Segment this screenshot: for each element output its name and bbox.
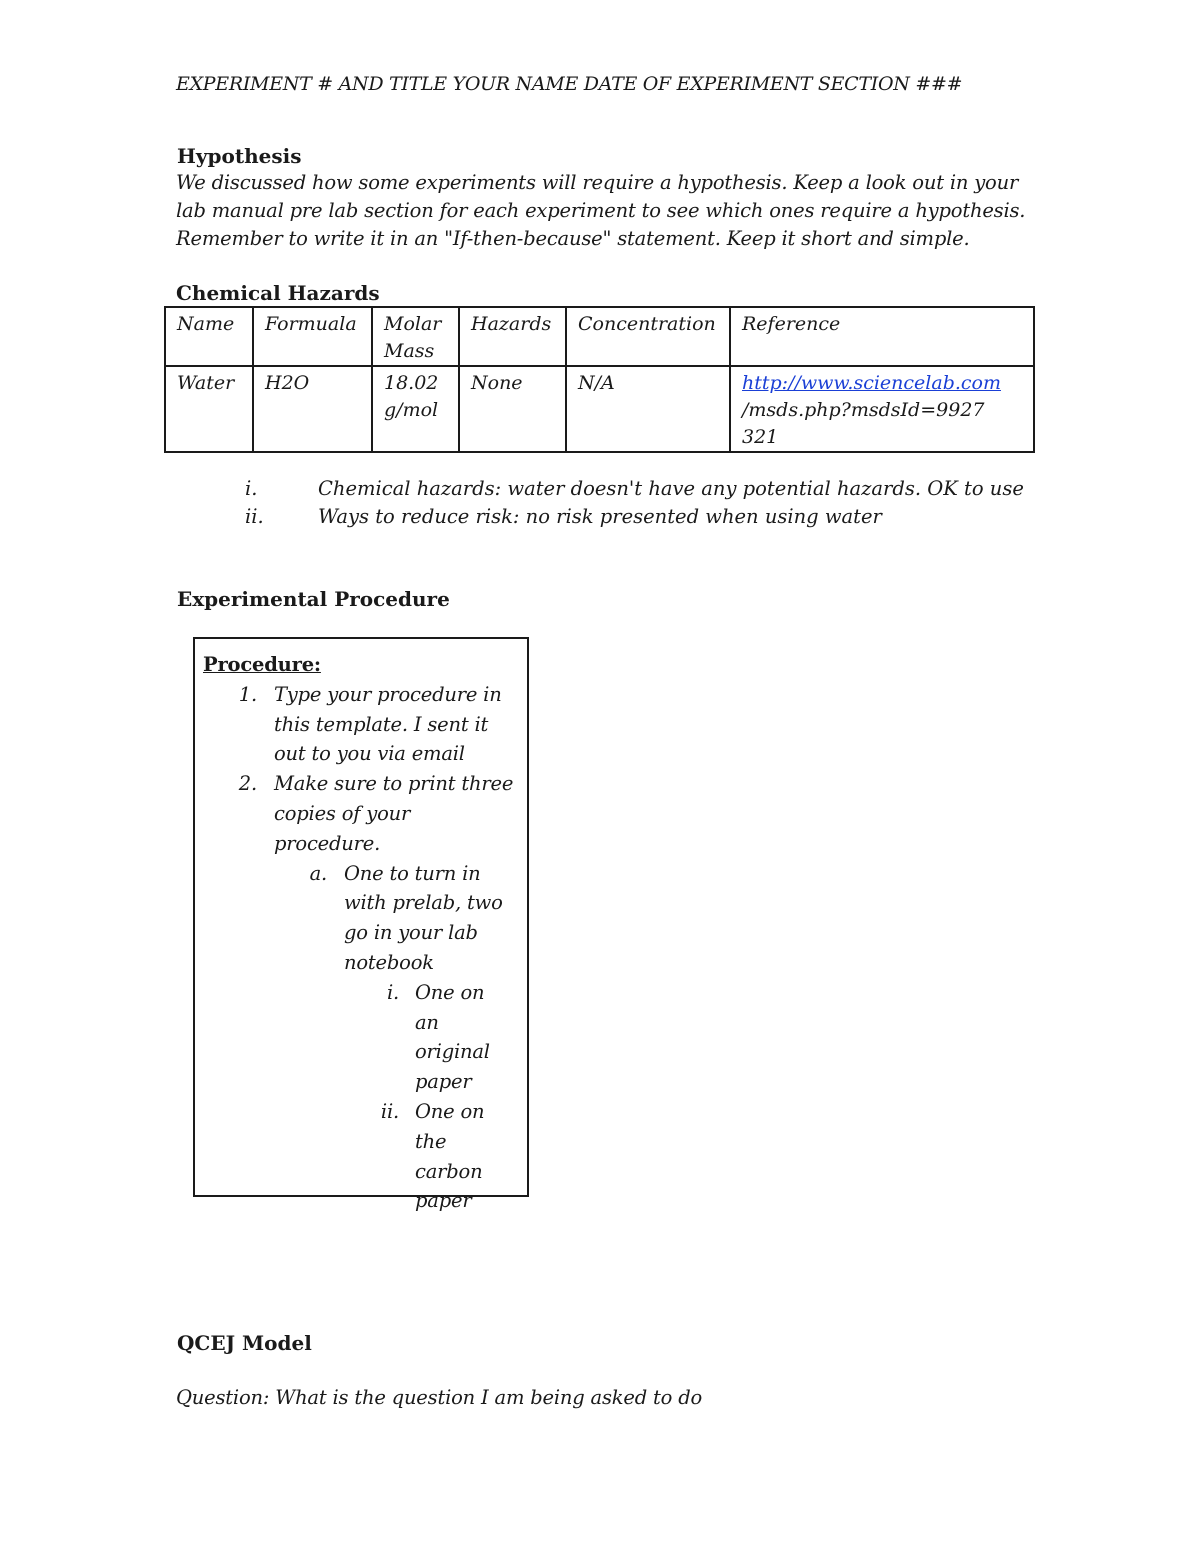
table-header-row (165, 307, 1034, 366)
experimental-procedure-heading: Experimental Procedure (177, 587, 450, 611)
list-marker: ii. (245, 505, 264, 528)
text-line: One on (415, 1099, 485, 1123)
text-line: notebook (344, 950, 434, 974)
column-header-reference: Reference (730, 307, 1034, 366)
qcej-question (176, 1384, 702, 1412)
chemical-hazards-heading: Chemical Hazards (176, 281, 380, 305)
list-item-text (344, 859, 503, 978)
text-line: One to turn in (344, 861, 481, 885)
list-item (203, 978, 490, 1097)
column-header-molar-mass: Molar Mass (372, 307, 459, 366)
column-header-formula: Formuala (253, 307, 372, 366)
hypothesis-line: lab manual pre lab section for each experiment to see which ones require a hypothesis. (176, 199, 1026, 222)
text-line: original (415, 1040, 490, 1064)
document-header: EXPERIMENT # AND TITLE YOUR NAME DATE OF EXPERIMENT SECTION ### (176, 73, 963, 95)
text-line: paper (415, 1189, 472, 1213)
chemical-hazards-table (164, 306, 1035, 453)
cell-formula: H2O (253, 366, 372, 452)
text-line: an (415, 1010, 439, 1034)
cell-molar-mass: 18.02 g/mol (372, 366, 459, 452)
reference-link[interactable]: http://www.sciencelab.com (742, 372, 1001, 394)
text-line: One on (415, 980, 485, 1004)
list-item-text (274, 680, 502, 769)
question-line: Question: What is the question I am being asked to do (176, 1386, 703, 1409)
procedure-content (203, 650, 514, 1216)
cell-name: Water (165, 366, 253, 452)
text-line: Type your procedure in (274, 682, 502, 706)
hypothesis-paragraph (176, 169, 1025, 253)
hazard-note-text: Ways to reduce risk: no risk presented when using water (318, 505, 882, 528)
text-line: with prelab, two (344, 891, 503, 915)
qcej-model-heading: QCEJ Model (177, 1331, 312, 1355)
column-header-name: Name (165, 307, 253, 366)
procedure-text-box[interactable] (193, 637, 529, 1213)
column-header-hazards: Hazards (459, 307, 566, 366)
text-line: carbon (415, 1159, 483, 1183)
reference-path: /msds.php?msdsId=9927 (742, 399, 985, 421)
text-line: copies of your (274, 801, 411, 825)
list-item (203, 859, 503, 978)
list-marker: i. (386, 980, 399, 1004)
procedure-title: Procedure: (203, 653, 321, 676)
text-line: out to you via email (274, 742, 465, 766)
list-item (203, 680, 502, 769)
list-marker: a. (309, 861, 327, 885)
text-line: go in your lab (344, 921, 478, 945)
table-row (165, 366, 1034, 452)
cell-concentration: N/A (566, 366, 730, 452)
text-line: procedure. (274, 831, 381, 855)
list-item (203, 769, 514, 858)
text-line: the (415, 1129, 447, 1153)
list-item-text (274, 769, 513, 858)
list-marker: 1. (238, 682, 257, 706)
hypothesis-heading: Hypothesis (177, 144, 302, 168)
cell-hazards: None (459, 366, 566, 452)
column-header-concentration: Concentration (566, 307, 730, 366)
hypothesis-line: Remember to write it in an "If-then-because" statement. Keep it short and simple. (176, 227, 970, 250)
list-item-text (415, 978, 490, 1097)
list-marker: i. (245, 477, 258, 500)
text-line: Make sure to print three (274, 772, 514, 796)
hypothesis-line: We discussed how some experiments will require a hypothesis. Keep a look out in your (176, 171, 1019, 194)
list-item (203, 1097, 485, 1216)
reference-path-end: 321 (742, 426, 779, 448)
text-line: paper (415, 1070, 472, 1094)
list-marker: 2. (238, 772, 257, 796)
cell-reference (730, 366, 1034, 452)
list-marker: ii. (380, 1099, 399, 1123)
hazard-note-text: Chemical hazards: water doesn't have any potential hazards. OK to use (318, 477, 1024, 500)
text-line: this template. I sent it (274, 712, 489, 736)
list-item-text (415, 1097, 484, 1216)
